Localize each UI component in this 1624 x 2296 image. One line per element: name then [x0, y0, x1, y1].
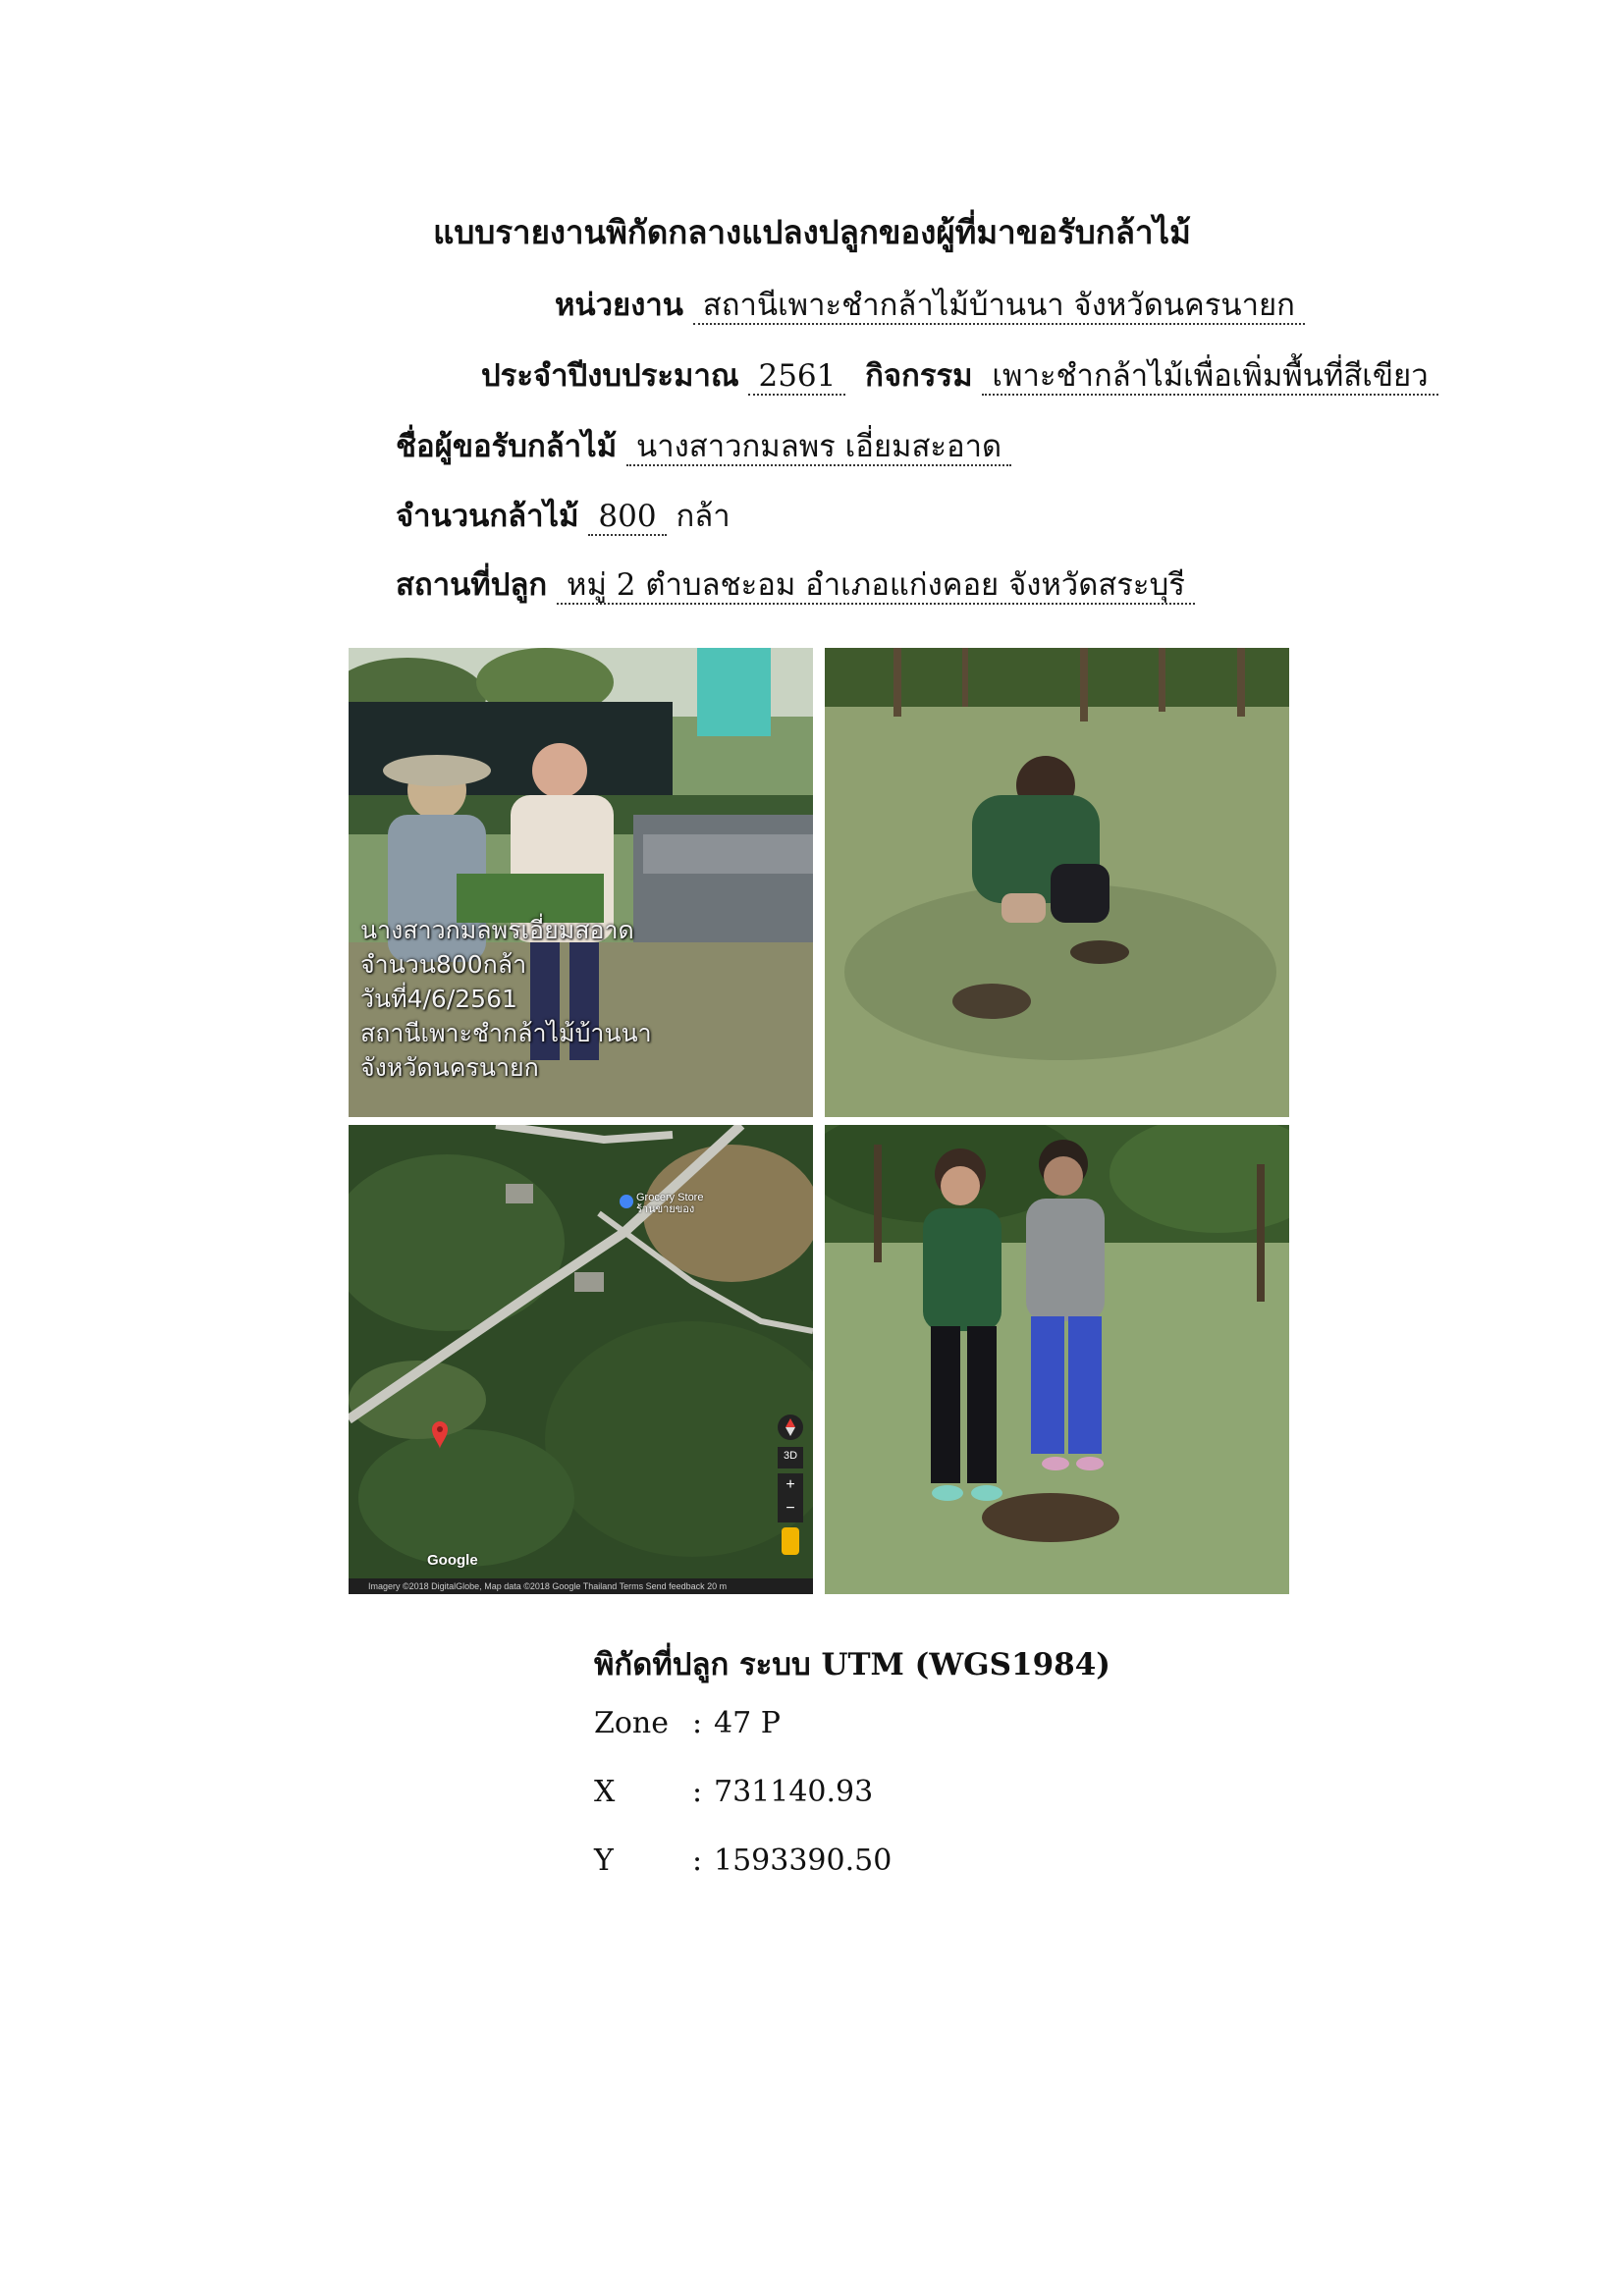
- photo-seedling-handover: [349, 648, 813, 1117]
- quantity-label: จำนวนกล้าไม้: [396, 499, 579, 534]
- coordinate-value: 47 P: [714, 1706, 781, 1740]
- map-zoom-in-button[interactable]: +: [785, 1476, 795, 1493]
- coordinate-separator: :: [692, 1706, 703, 1740]
- fiscal-year-label: ประจำปีงบประมาณ: [481, 358, 739, 394]
- quantity-value: 800: [588, 499, 666, 536]
- agency-line: [555, 280, 1305, 329]
- agency-label: หน่วยงาน: [555, 288, 683, 323]
- recipient-value: นางสาวกมลพร เอี่ยมสะอาด: [626, 429, 1011, 466]
- activity-value: เพาะชำกล้าไม้เพื่อเพิ่มพื้นที่สีเขียว: [982, 358, 1437, 396]
- coordinate-value: 1593390.50: [714, 1843, 893, 1878]
- coordinates-title: พิกัดที่ปลูก ระบบ UTM (WGS1984): [594, 1647, 1110, 1682]
- caption-line: จังหวัดนครนายก: [360, 1053, 539, 1082]
- coordinate-row-zone: [594, 1706, 781, 1740]
- caption-line: วันที่4/6/2561: [360, 985, 517, 1013]
- coordinate-separator: :: [692, 1843, 703, 1878]
- coordinate-row-y: [594, 1843, 892, 1878]
- coordinate-key: Zone: [594, 1706, 669, 1740]
- coordinate-value: 731140.93: [714, 1775, 874, 1809]
- google-logo: Google: [427, 1552, 478, 1569]
- location-line: [396, 560, 1195, 609]
- map-attribution: Imagery ©2018 DigitalGlobe, Map data ©2018 Google Thailand Terms Send feedback 20 m: [368, 1581, 728, 1591]
- caption-line: สถานีเพาะชำกล้าไม้บ้านนา: [360, 1019, 652, 1047]
- fiscal-activity-line: [481, 350, 1438, 400]
- coordinate-row-x: [594, 1775, 873, 1809]
- fiscal-year-value: 2561: [748, 358, 845, 396]
- agency-value: สถานีเพาะชำกล้าไม้บ้านนา จังหวัดนครนายก: [693, 288, 1305, 325]
- location-label: สถานที่ปลูก: [396, 567, 548, 603]
- report-title: แบบรายงานพิกัดกลางแปลงปลูกของผู้ที่มาขอรับกล้าไม้: [433, 213, 1191, 251]
- photo-grid: [349, 648, 1289, 1590]
- map-poi-label[interactable]: [636, 1192, 703, 1215]
- recipient-label: ชื่อผู้ขอรับกล้าไม้: [396, 429, 618, 464]
- location-value: หมู่ 2 ตำบลชะอม อำเภอแก่งคอย จังหวัดสระบุรี: [557, 567, 1195, 605]
- map-poi-subtitle: ร้านขายของ: [636, 1203, 695, 1215]
- quantity-line: [396, 491, 731, 540]
- photo-planting: [825, 648, 1289, 1117]
- photo-recipients-in-field: [825, 1125, 1289, 1594]
- map-poi-name: Grocery Store: [636, 1192, 704, 1203]
- coordinate-key: X: [594, 1775, 616, 1809]
- photo-satellite-map: [349, 1125, 813, 1594]
- quantity-unit: กล้า: [676, 499, 731, 534]
- caption-line: นางสาวกมลพรเอี่ยมสอาด: [360, 916, 634, 944]
- map-3d-button[interactable]: 3D: [783, 1450, 798, 1462]
- map-zoom-out-button[interactable]: −: [785, 1500, 795, 1517]
- recipient-line: [396, 421, 1011, 470]
- coordinate-separator: :: [692, 1775, 703, 1809]
- activity-label: กิจกรรม: [865, 358, 973, 394]
- coordinate-key: Y: [594, 1843, 614, 1878]
- caption-line: จำนวน800กล้า: [360, 950, 527, 979]
- photo-caption: [360, 913, 652, 1085]
